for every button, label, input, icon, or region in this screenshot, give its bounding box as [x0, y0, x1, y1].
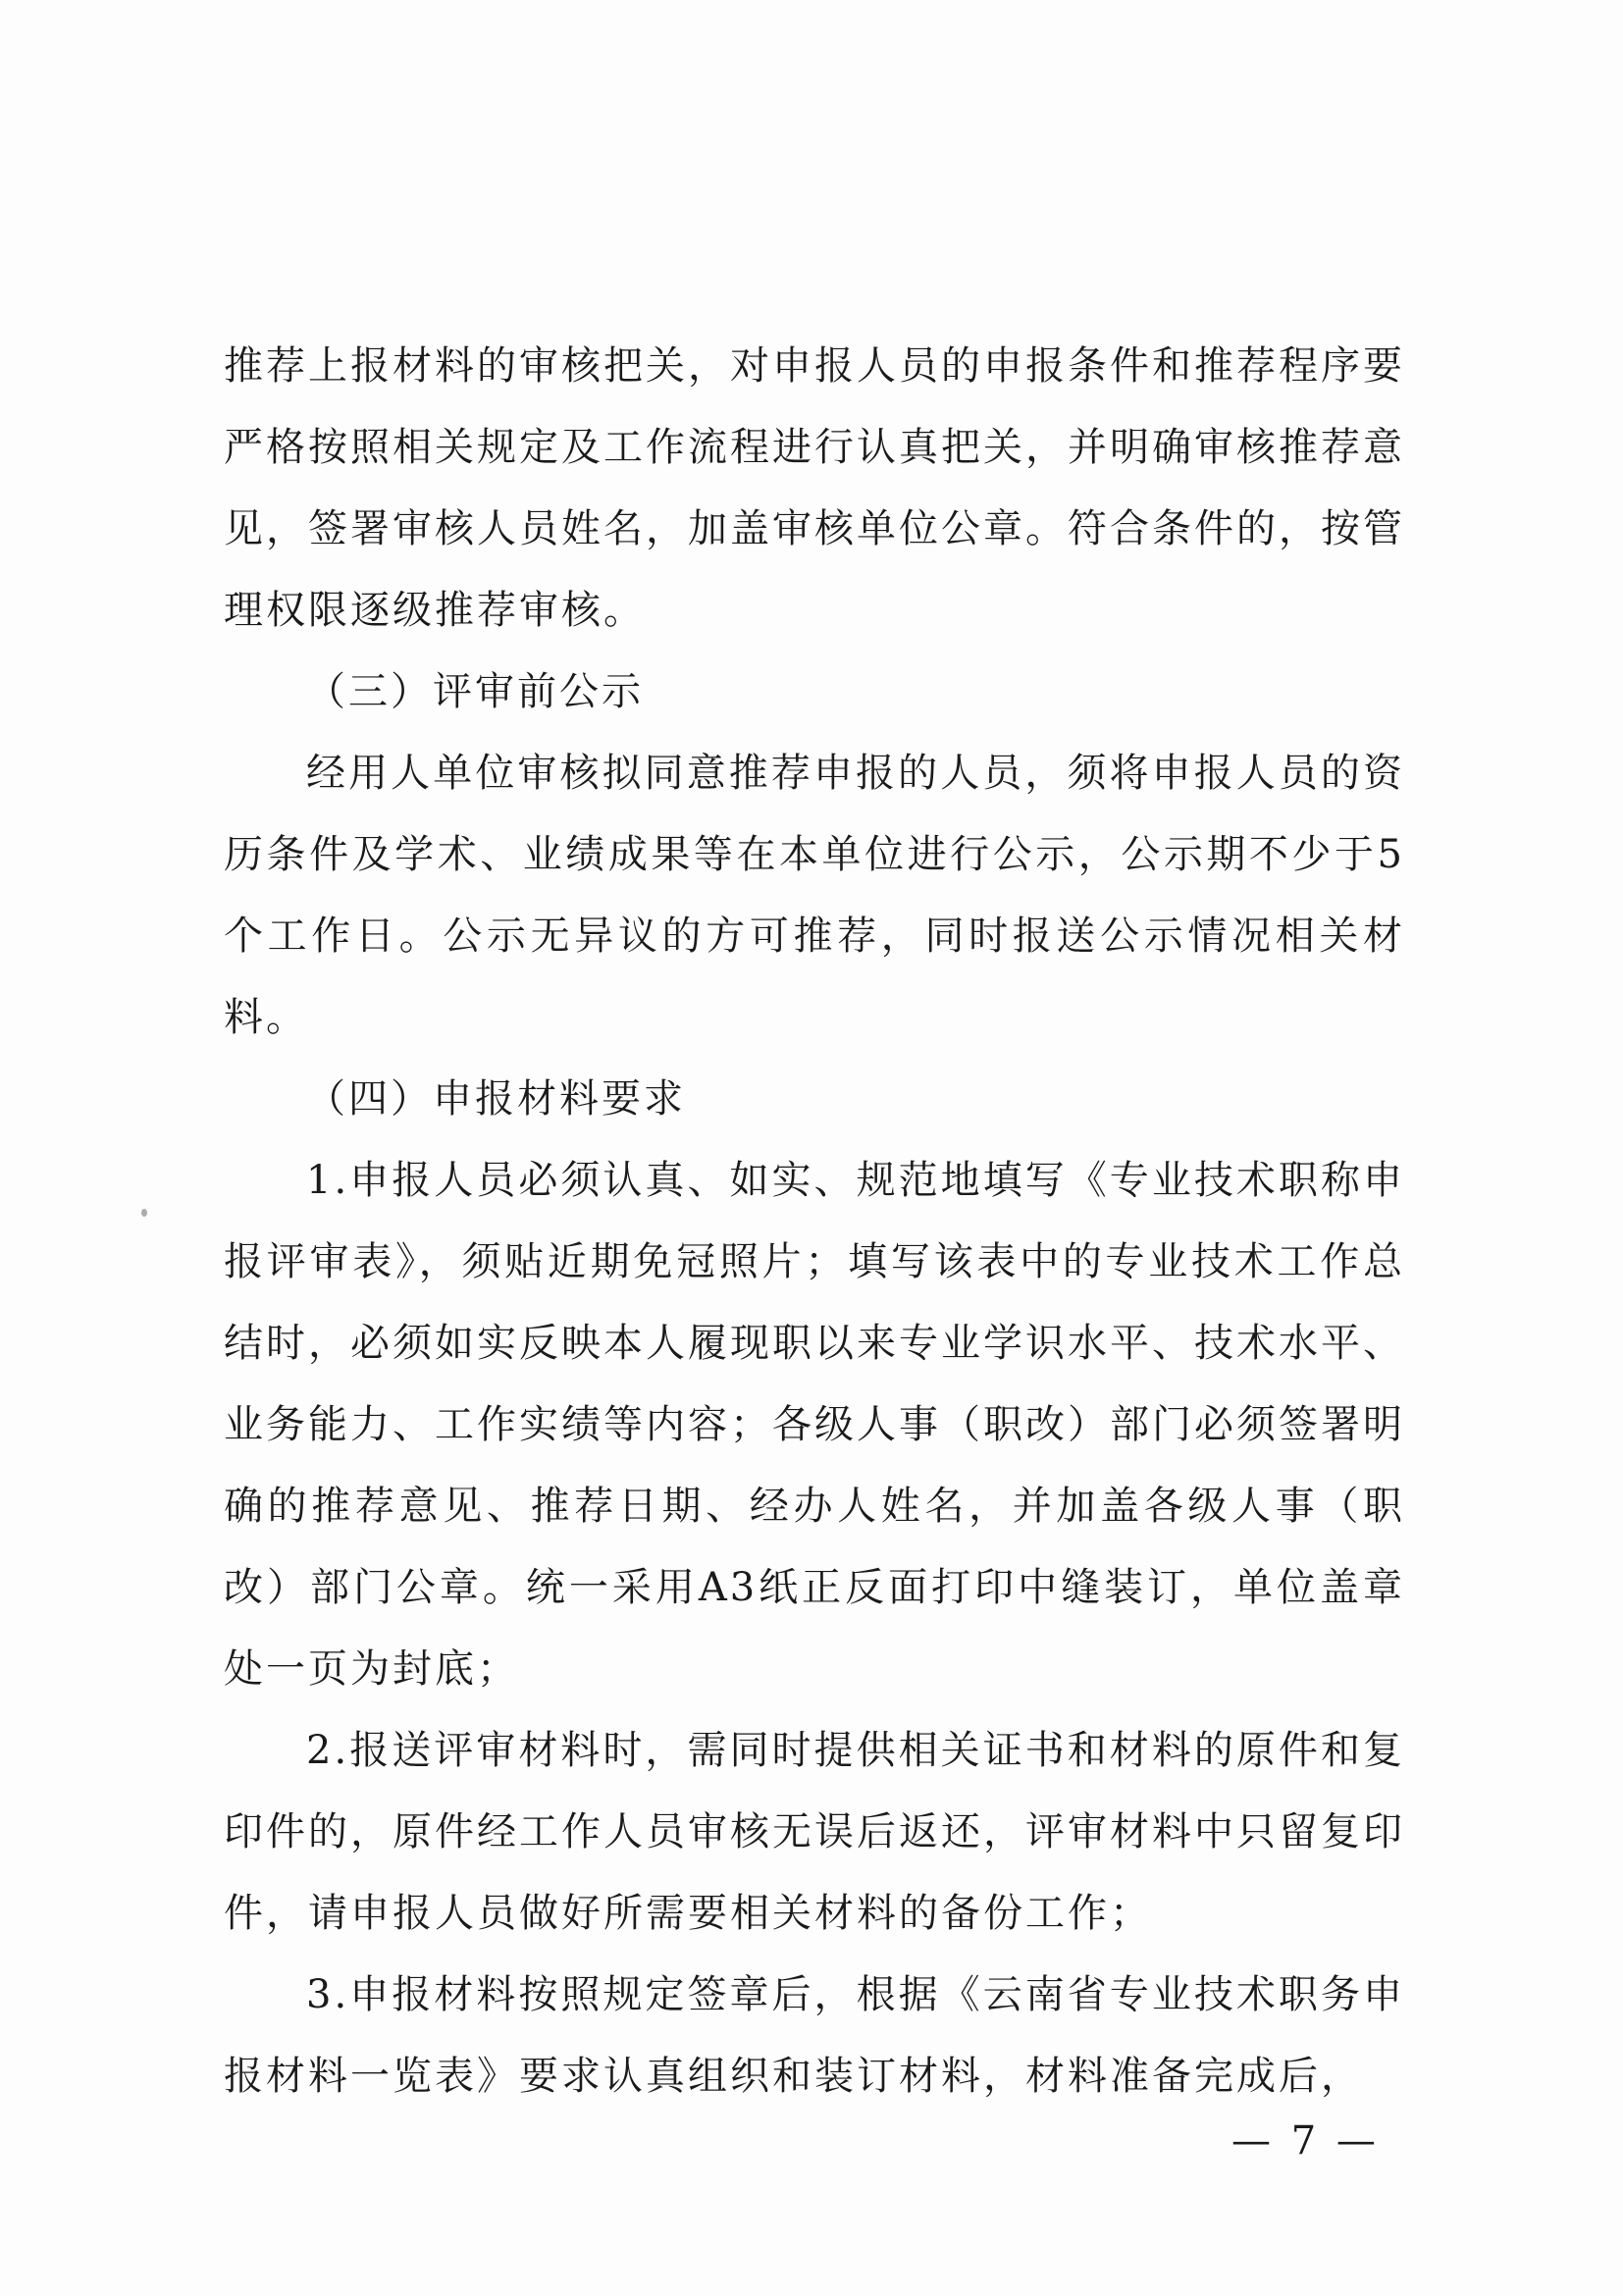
scan-speck [141, 1209, 147, 1217]
body-text [224, 326, 1405, 2117]
section-heading-materials: （四）申报材料要求 [306, 1076, 686, 1122]
paragraph-item-2: 2.报送评审材料时，需同时提供相关证书和材料的原件和复印件的，原件经工作人员审核无误后返还，评审材料中只留复印件，请申报人员做好所需要相关材料的备份工作； [224, 1728, 1405, 1936]
paragraph-publicity: 经用人单位审核拟同意推荐申报的人员，须将申报人员的资历条件及学术、业绩成果等在本单位进行公示，公示期不少于5个工作日。公示无异议的方可推荐，同时报送公示情况相关材料。 [224, 751, 1405, 1040]
paragraph-item-3: 3.申报材料按照规定签章后，根据《云南省专业技术职务申报材料一览表》要求认真组织和装订材料，材料准备完成后， [224, 1972, 1405, 2099]
paragraph-item-1: 1.申报人员必须认真、如实、规范地填写《专业技术职称申报评审表》，须贴近期免冠照片；填写该表中的专业技术工作总结时，必须如实反映本人履现职以来专业学识水平、技术水平、业务能力、工作实绩等内容；各级人事（职改）部门必须签署明确的推荐意见、推荐日期、经办人姓名，并加盖各级人事（职改）部门公章。统一采用A3纸正反面打印中缝装订，单位盖章处一页为封底； [224, 1158, 1405, 1692]
paragraph-review-continued: 推荐上报材料的审核把关，对申报人员的申报条件和推荐程序要严格按照相关规定及工作流程进行认真把关，并明确审核推荐意见，签署审核人员姓名，加盖审核单位公章。符合条件的，按管理权限逐级推荐审核。 [224, 343, 1405, 633]
page-number: — 7 — [1231, 2118, 1380, 2164]
section-heading-publicity: （三）评审前公示 [306, 669, 644, 714]
